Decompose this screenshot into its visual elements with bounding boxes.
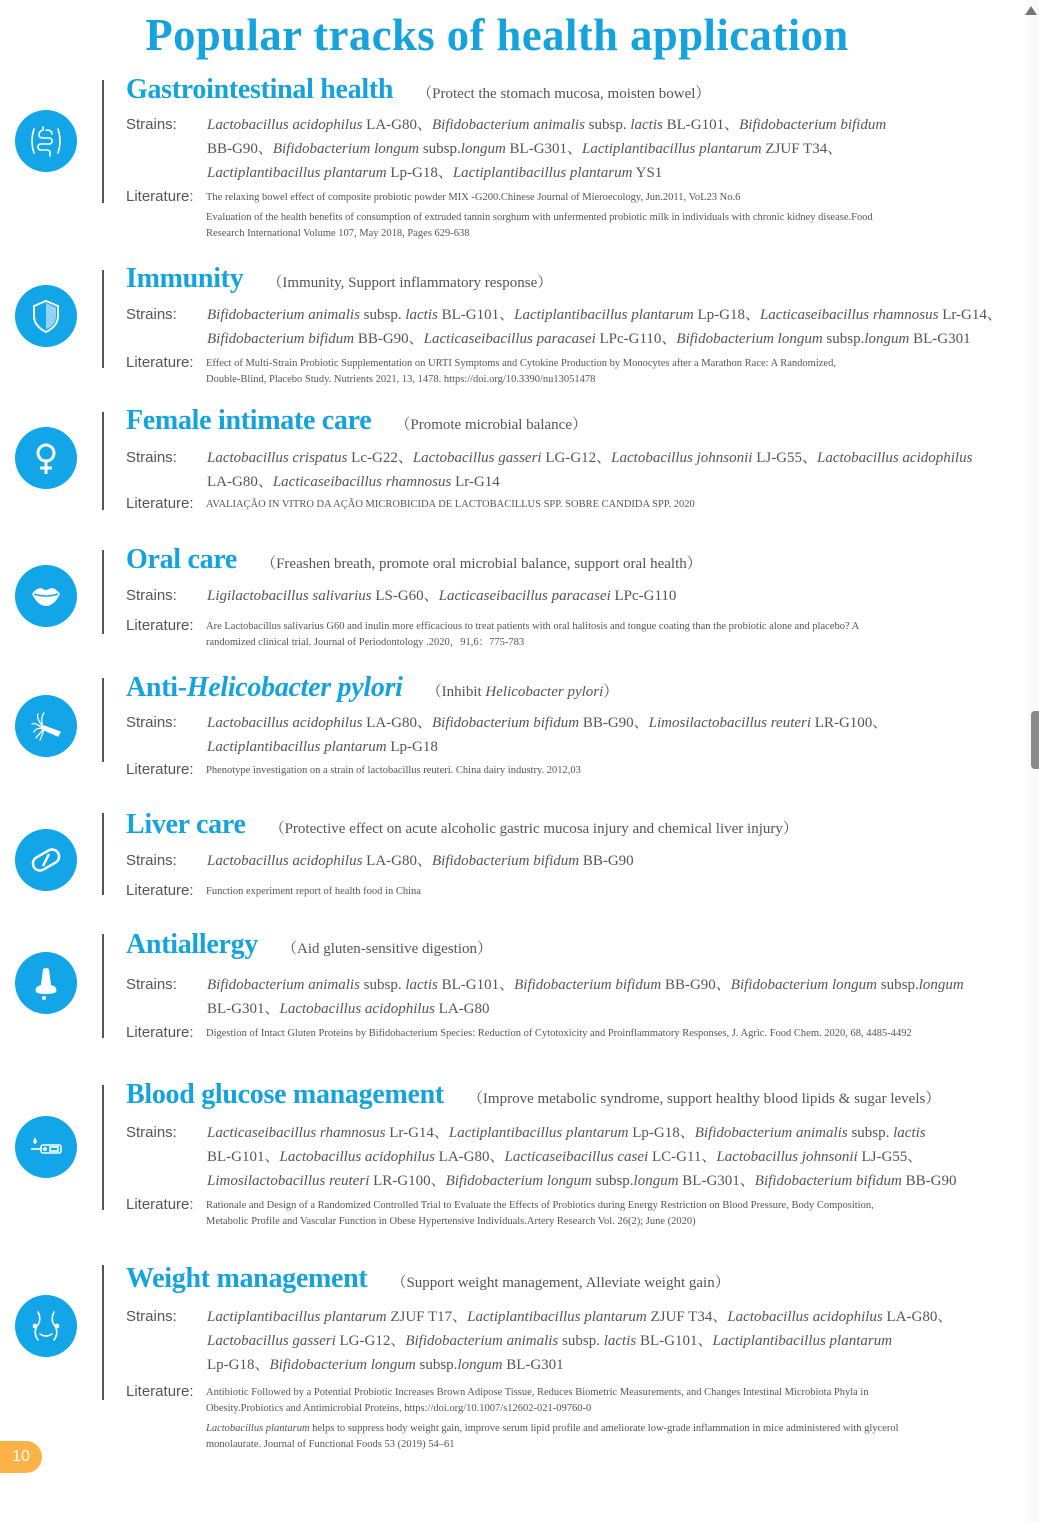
strains-label: Strains: xyxy=(126,714,177,731)
strains-list xyxy=(207,446,1027,494)
section-header xyxy=(126,809,798,841)
section-divider xyxy=(102,412,104,510)
section-header xyxy=(126,405,587,437)
strain-line: Bifidobacterium animalis subsp. lactis BL-G101、Bifidobacterium bifidum BB-G90、Bifidobacterium longum subsp.longum xyxy=(207,977,964,993)
literature-reference: Double-Blind, Placebo Study. Nutrients 2021, 13, 1478. https://doi.org/10.3390/nu13051478 xyxy=(206,374,596,385)
literature-reference: Evaluation of the health benefits of consumption of extruded tannin sorghum with unfermented probiotic milk in individuals with chronic kidney disease.Food xyxy=(206,212,873,223)
section-divider xyxy=(102,270,104,368)
strain-line: Lactiplantibacillus plantarum Lp-G18、Lactiplantibacillus plantarum YS1 xyxy=(207,165,663,181)
section-title: Antiallergy xyxy=(126,929,259,960)
section-header xyxy=(126,672,618,704)
strain-line: Lactobacillus acidophilus LA-G80、Bifidobacterium bifidum BB-G90 xyxy=(207,853,634,869)
section-subtitle: （Support weight management, Alleviate weight gain） xyxy=(391,1275,730,1291)
strains-list xyxy=(207,303,1027,351)
shield-icon xyxy=(15,285,77,347)
strains-label: Strains: xyxy=(126,306,177,323)
section-subtitle: （Protective effect on acute alcoholic gastric mucosa injury and chemical liver injury） xyxy=(269,821,798,837)
intestine-icon xyxy=(15,110,77,172)
section-title: Anti-Helicobacter pylori xyxy=(126,672,403,703)
literature-reference: Phenotype investigation on a strain of lactobacillus reuteri. China dairy industry. 2012,03 xyxy=(206,765,581,776)
lips-icon xyxy=(15,565,77,627)
strain-line: Limosilactobacillus reuteri LR-G100、Bifidobacterium longum subsp.longum BL-G301、Bifidobacterium bifidum BB-G90 xyxy=(207,1173,957,1189)
strains-list xyxy=(207,1121,1027,1193)
strains-label: Strains: xyxy=(126,976,177,993)
strain-line: BB-G90、Bifidobacterium longum subsp.longum BL-G301、Lactiplantibacillus plantarum ZJUF T34、 xyxy=(207,141,843,157)
strains-label: Strains: xyxy=(126,587,177,604)
strains-label: Strains: xyxy=(126,852,177,869)
strains-list xyxy=(207,584,1027,608)
literature-reference: Lactobacillus plantarum helps to suppress body weight gain, improve serum lipid profile and ameliorate low-grade inflammation in mice administered with glycerol xyxy=(206,1423,899,1434)
page-title: Popular tracks of health application xyxy=(145,9,849,60)
strains-label: Strains: xyxy=(126,1124,177,1141)
literature-reference: randomized clinical trial. Journal of Periodontology .2020，91,6：775-783 xyxy=(206,637,525,648)
section-divider xyxy=(102,550,104,634)
section-header xyxy=(126,929,492,961)
literature-label: Literature: xyxy=(126,188,194,205)
strain-line: Ligilactobacillus salivarius LS-G60、Lacticaseibacillus paracasei LPc-G110 xyxy=(207,588,677,604)
section-subtitle: （Aid gluten-sensitive digestion） xyxy=(282,941,492,957)
literature-reference: AVALIAÇÃO IN VITRO DA AÇÃO MICROBICIDA DE LACTOBACILLUS SPP. SOBRE CANDIDA SPP. 2020 xyxy=(206,499,695,510)
section-title: Female intimate care xyxy=(126,405,372,436)
section-subtitle: （Promote microbial balance） xyxy=(395,417,587,433)
strains-list xyxy=(207,711,1027,759)
capsule-icon xyxy=(15,829,77,891)
strain-line: Lacticaseibacillus rhamnosus Lr-G14、Lactiplantibacillus plantarum Lp-G18、Bifidobacterium animalis subsp. lactis xyxy=(207,1125,926,1141)
strain-line: Bifidobacterium animalis subsp. lactis BL-G101、Lactiplantibacillus plantarum Lp-G18、Lacticaseibacillus rhamnosus Lr-G14、 xyxy=(207,307,1002,323)
strain-line: Bifidobacterium bifidum BB-G90、Lacticaseibacillus paracasei LPc-G110、Bifidobacterium longum subsp.longum BL-G301 xyxy=(207,331,971,347)
strains-label: Strains: xyxy=(126,449,177,466)
section-title: Weight management xyxy=(126,1263,368,1294)
strain-line: Lactiplantibacillus plantarum ZJUF T17、Lactiplantibacillus plantarum ZJUF T34、Lactobacillus acidophilus LA-G80、 xyxy=(207,1309,953,1325)
section-header xyxy=(126,74,710,106)
strain-line: Lactobacillus gasseri LG-G12、Bifidobacterium animalis subsp. lactis BL-G101、Lactiplantibacillus plantarum xyxy=(207,1333,893,1349)
literature-reference: Antibiotic Followed by a Potential Probiotic Increases Brown Adipose Tissue, Reduces Biometric Measurements, and Changes Intestinal Microbiota Phyla in xyxy=(206,1387,869,1398)
section-title: Blood glucose management xyxy=(126,1079,444,1110)
strains-label: Strains: xyxy=(126,1308,177,1325)
section-divider xyxy=(102,1265,104,1400)
strain-line: BL-G301、Lactobacillus acidophilus LA-G80 xyxy=(207,1001,490,1017)
strain-line: Lp-G18、Bifidobacterium longum subsp.longum BL-G301 xyxy=(207,1357,564,1373)
strains-list xyxy=(207,113,1027,185)
literature-label: Literature: xyxy=(126,1196,194,1213)
scroll-up-arrow-icon[interactable] xyxy=(1025,6,1037,15)
literature-label: Literature: xyxy=(126,1024,194,1041)
literature-reference: The relaxing bowel effect of composite probiotic powder MIX -G200.Chinese Journal of Mieroecology, Jun.2011, VoL23 No.6 xyxy=(206,192,741,203)
section-title: Immunity xyxy=(126,263,244,294)
literature-reference: Rationale and Design of a Randomized Controlled Trial to Evaluate the Effects of Probiotics during Energy Restriction on Blood Pressure, Body Composition, xyxy=(206,1200,874,1211)
literature-reference: monolaurate. Journal of Functional Foods 53 (2019) 54–61 xyxy=(206,1439,455,1450)
nose-icon xyxy=(15,952,77,1014)
section-divider xyxy=(102,80,104,203)
page-number-badge: 10 xyxy=(0,1441,42,1473)
section-divider xyxy=(102,678,104,762)
section-divider xyxy=(102,1085,104,1210)
literature-reference: Digestion of Intact Gluten Proteins by Bifidobacterium Species: Reduction of Cytotoxicity and Proinflammatory Responses, J. Agric. Food Chem. 2020, 68, 4485-4492 xyxy=(206,1028,912,1039)
strain-line: Lactobacillus acidophilus LA-G80、Bifidobacterium bifidum BB-G90、Limosilactobacillus reuteri LR-G100、 xyxy=(207,715,888,731)
literature-reference: Function experiment report of health food in China xyxy=(206,886,421,897)
strains-label: Strains: xyxy=(126,116,177,133)
strain-line: LA-G80、Lacticaseibacillus rhamnosus Lr-G14 xyxy=(207,474,500,490)
strain-line: Lactobacillus acidophilus LA-G80、Bifidobacterium animalis subsp. lactis BL-G101、Bifidobacterium bifidum xyxy=(207,117,887,133)
literature-label: Literature: xyxy=(126,1383,194,1400)
section-title: Oral care xyxy=(126,544,238,575)
section-subtitle: （Inhibit Helicobacter pylori） xyxy=(426,684,619,700)
strains-list xyxy=(207,849,1027,873)
section-divider xyxy=(102,934,104,1038)
section-divider xyxy=(102,813,104,895)
section-title: Gastrointestinal health xyxy=(126,74,394,105)
section-title: Liver care xyxy=(126,809,246,840)
section-header xyxy=(126,263,552,295)
glucose-meter-icon xyxy=(15,1116,77,1178)
literature-reference: Are Lactobacillus salivarius G60 and inulin more efficacious to treat patients with oral halitosis and tongue coating than the probiotic alone and placebo? A xyxy=(206,621,860,632)
strain-line: Lactiplantibacillus plantarum Lp-G18 xyxy=(207,739,438,755)
strain-line: Lactobacillus crispatus Lc-G22、Lactobacillus gasseri LG-G12、Lactobacillus johnsonii LJ-G55、Lactobacillus acidophilus xyxy=(207,450,973,466)
section-header xyxy=(126,544,702,576)
bacterium-icon xyxy=(15,695,77,757)
literature-reference: Effect of Multi-Strain Probiotic Supplementation on URTI Symptoms and Cytokine Production by Monocytes after a Marathon Race: A Randomized, xyxy=(206,358,836,369)
literature-reference: Obesity.Probiotics and Antimicrobial Proteins, https://doi.org/10.1007/s12602-021-09760-0 xyxy=(206,1403,592,1414)
scrollbar-thumb[interactable] xyxy=(1031,711,1039,769)
section-subtitle: （Immunity, Support inflammatory response） xyxy=(267,275,553,291)
strains-list xyxy=(207,1305,1027,1377)
literature-label: Literature: xyxy=(126,617,194,634)
literature-label: Literature: xyxy=(126,354,194,371)
strain-line: BL-G101、Lactobacillus acidophilus LA-G80、Lacticaseibacillus casei LC-G11、Lactobacillus johnsonii LJ-G55、 xyxy=(207,1149,923,1165)
literature-reference: Research International Volume 107, May 2018, Pages 629-638 xyxy=(206,228,470,239)
waist-icon xyxy=(15,1295,77,1357)
literature-label: Literature: xyxy=(126,761,194,778)
female-symbol-icon xyxy=(15,427,77,489)
literature-label: Literature: xyxy=(126,495,194,512)
literature-reference: Metabolic Profile and Vascular Function in Obese Hypertensive Individuals.Artery Research Vol. 26(2); June (2020) xyxy=(206,1216,696,1227)
section-subtitle: （Improve metabolic syndrome, support healthy blood lipids & sugar levels） xyxy=(467,1091,941,1107)
strains-list xyxy=(207,973,1027,1021)
section-subtitle: （Protect the stomach mucosa, moisten bowel） xyxy=(417,86,711,102)
section-header xyxy=(126,1263,730,1295)
literature-label: Literature: xyxy=(126,882,194,899)
section-header xyxy=(126,1079,940,1111)
section-subtitle: （Freashen breath, promote oral microbial balance, support oral health） xyxy=(261,556,702,572)
